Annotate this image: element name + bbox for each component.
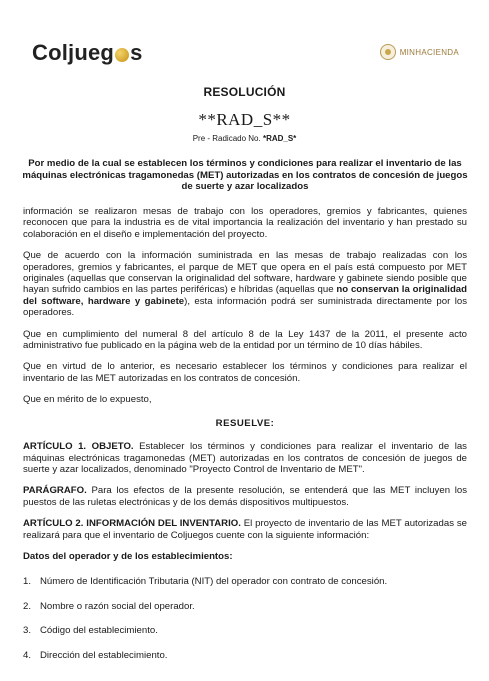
paragraph-5: Que en mérito de lo expuesto, bbox=[23, 394, 152, 406]
list-item-number: 4. bbox=[23, 649, 32, 661]
list-item-text: Dirección del establecimiento. bbox=[40, 649, 168, 661]
list-item-number: 2. bbox=[23, 600, 32, 612]
paragraph-2 bbox=[23, 250, 467, 318]
article-2-heading: ARTÍCULO 2. INFORMACIÓN DEL INVENTARIO. bbox=[23, 518, 241, 530]
paragrafo-heading: PARÁGRAFO. bbox=[23, 485, 87, 497]
radicado-number: **RAD_S** bbox=[198, 110, 291, 129]
paragraph-1: información se realizaron mesas de trabajo con los operadores, gremios y fabricantes, quienes reconocen que para la industria es de vital importancia la realización del inventario y han prestado su colaboración en el diseño e implementación del proyecto. bbox=[23, 206, 467, 240]
resuelve-heading: RESUELVE: bbox=[215, 417, 275, 429]
paragraph-4: Que en virtud de lo anterior, es necesario establecer los términos y condiciones para realizar el inventario de las MET autorizadas en los contratos de concesión. bbox=[23, 361, 467, 384]
document-title: RESOLUCIÓN bbox=[203, 85, 286, 99]
list-item-number: 1. bbox=[23, 576, 32, 588]
logo-coin-icon bbox=[115, 48, 129, 62]
list-item-number: 3. bbox=[23, 625, 32, 637]
paragraph-2-bold: no conservan la originalidad del software, hardware y gabinete bbox=[23, 284, 468, 307]
list-item-text: Nombre o razón social del operador. bbox=[40, 600, 195, 612]
preradicado-value: *RAD_S* bbox=[262, 134, 297, 143]
paragraph-2-end: ), esta información podrá ser suministrada directamente por los operadores. bbox=[23, 295, 467, 319]
paragraph-3: Que en cumplimiento del numeral 8 del artículo 8 de la Ley 1437 de la 2011, el presente acto administrativo fue publicado en la página web de la entidad por un término de 10 días hábiles. bbox=[23, 328, 467, 352]
document-body bbox=[23, 206, 467, 674]
article-2-text: El proyecto de inventario de las MET autorizadas se realizará para que el inventario de Coljuegos cuente con la siguiente información: bbox=[23, 518, 467, 541]
article-1 bbox=[23, 441, 467, 475]
preradicado-label: Pre - Radicado No. bbox=[192, 134, 261, 143]
list-item bbox=[23, 576, 467, 587]
article-2 bbox=[23, 518, 467, 541]
preradicado-line bbox=[0, 134, 489, 143]
list-item-text: Número de Identificación Tributaria (NIT) del operador con contrato de concesión. bbox=[40, 576, 388, 588]
article-1-heading: ARTÍCULO 1. OBJETO. bbox=[23, 441, 134, 453]
list-item-text: Código del establecimiento. bbox=[40, 625, 158, 637]
list-item bbox=[23, 601, 467, 612]
coljuegos-logo bbox=[32, 40, 143, 66]
list-item bbox=[23, 650, 467, 661]
datos-heading: Datos del operador y de los establecimientos: bbox=[23, 550, 233, 562]
minhacienda-text: MINHACIENDA bbox=[399, 47, 459, 57]
datos-list bbox=[23, 576, 467, 661]
minhacienda-logo bbox=[380, 44, 459, 60]
coat-of-arms-icon bbox=[380, 44, 396, 60]
paragraph-2-text: Que de acuerdo con la información suministrada en las mesas de trabajo realizadas con los operadores, gremios y fabricantes, el parque de MET que opera en el país está compuesto por MET originales (aquellas que conservan la originalidad del software, hardware y gabinete siendo posible que hayan sufrido cambios en las partes periféricas) e híbridas (aquellas que bbox=[23, 250, 467, 296]
article-1-text: Establecer los términos y condiciones para realizar el inventario de las máquinas electrónicas tragamonedas (MET) autorizadas en los contratos de concesión de juegos de suerte y azar localizados, denominado "Proyecto Control de Inventario de MET". bbox=[23, 441, 467, 475]
paragrafo-text: Para los efectos de la presente resolución, se entenderá que las MET incluyen los puestos de las ruletas electrónicas y de los demás dispositivos multipuestos. bbox=[23, 485, 467, 508]
list-item bbox=[23, 625, 467, 636]
paragrafo bbox=[23, 485, 467, 508]
logo-text-end: s bbox=[130, 40, 143, 65]
resolution-subject: Por medio de la cual se establecen los términos y condiciones para realizar el inventario de las máquinas electrónicas tragamonedas (MET) autorizadas en los contratos de concesión de juegos de suerte y azar localizados bbox=[22, 158, 468, 192]
logo-text-start: Coljueg bbox=[32, 40, 115, 65]
